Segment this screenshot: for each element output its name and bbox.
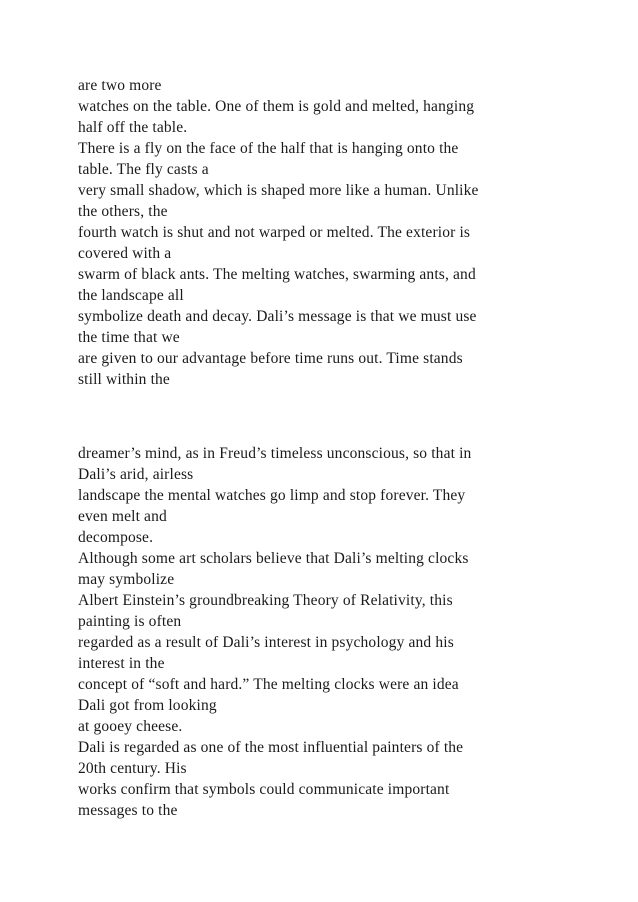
text-line: half off the table. [78,119,188,136]
text-line: 20th century. His [78,760,187,777]
text-line: very small shadow, which is shaped more like a human. Unlike [78,182,479,199]
text-line: are given to our advantage before time runs out. Time stands [78,350,463,367]
text-line: dreamer’s mind, as in Freud’s timeless unconscious, so that in [78,445,472,462]
text-line: interest in the [78,655,165,672]
text-line: decompose. [78,529,154,546]
text-line: messages to the [78,802,178,819]
text-line: works confirm that symbols could communicate important [78,781,450,798]
text-line: swarm of black ants. The melting watches, swarming ants, and [78,266,476,283]
text-line: the others, the [78,203,168,220]
text-line: table. The fly casts a [78,161,209,178]
text-line: covered with a [78,245,172,262]
text-line: Dali got from looking [78,697,217,714]
text-line: concept of “soft and hard.” The melting clocks were an idea [78,676,459,693]
text-line: at gooey cheese. [78,718,183,735]
text-line: painting is often [78,613,182,630]
text-line: are two more [78,77,162,94]
text-line: even melt and [78,508,167,525]
text-line: Dali is regarded as one of the most influential painters of the [78,739,464,756]
text-line: fourth watch is shut and not warped or melted. The exterior is [78,224,471,241]
text-line: Dali’s arid, airless [78,466,194,483]
text-line: still within the [78,371,170,388]
text-line: There is a fly on the face of the half that is hanging onto the [78,140,459,157]
text-line: watches on the table. One of them is gold and melted, hanging [78,98,475,115]
text-line: the time that we [78,329,180,346]
text-line: Although some art scholars believe that Dali’s melting clocks [78,550,469,567]
text-line: Albert Einstein’s groundbreaking Theory of Relativity, this [78,592,453,609]
text-line: landscape the mental watches go limp and stop forever. They [78,487,466,504]
text-line: may symbolize [78,571,175,588]
text-line: regarded as a result of Dali’s interest in psychology and his [78,634,454,651]
text-line: symbolize death and decay. Dali’s message is that we must use [78,308,477,325]
text-line: the landscape all [78,287,184,304]
